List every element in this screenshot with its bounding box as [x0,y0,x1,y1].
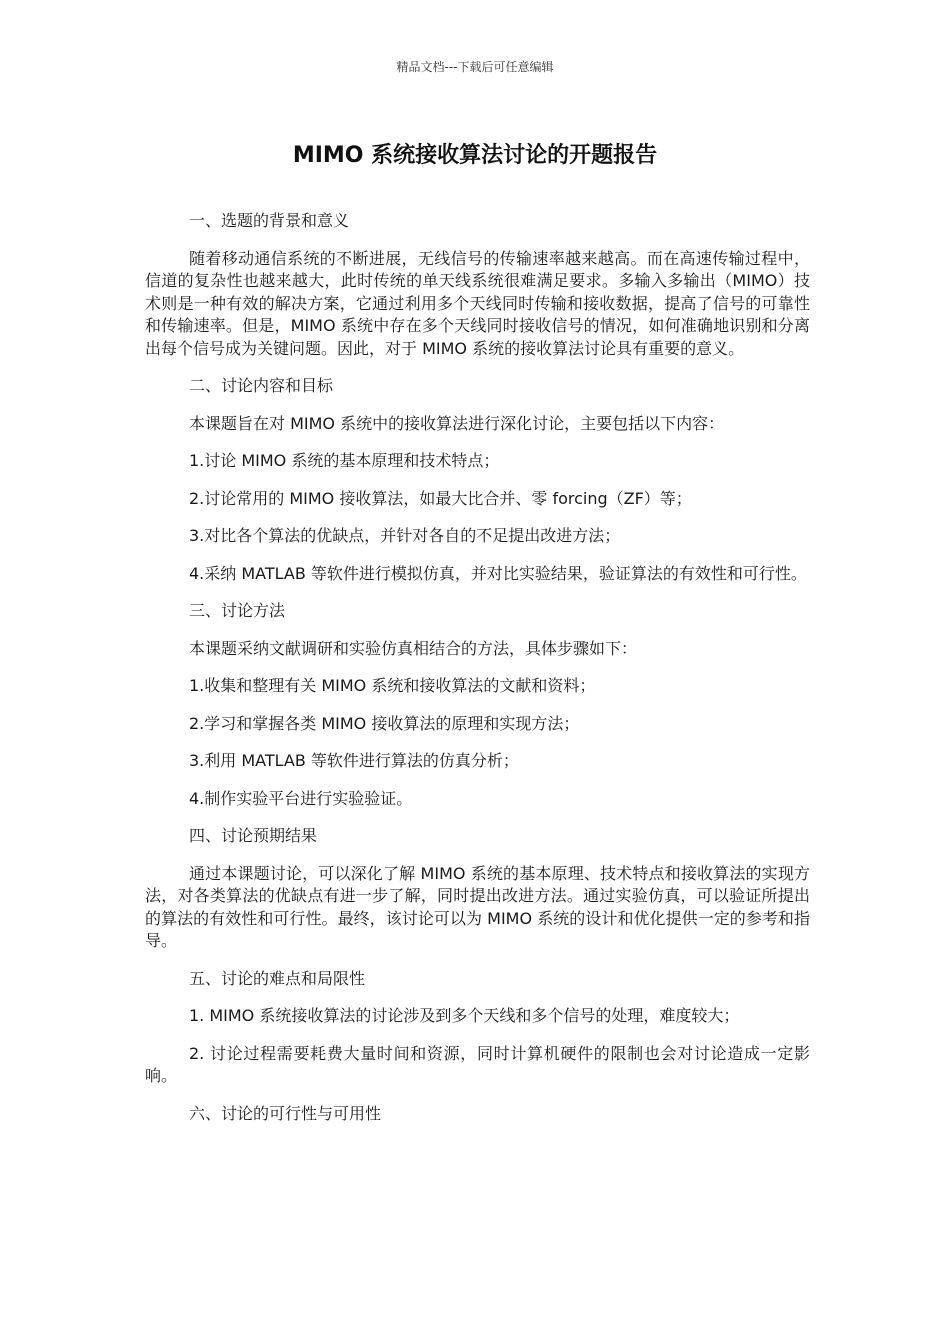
paragraph-results: 通过本课题讨论，可以深化了解 MIMO 系统的基本原理、技术特点和接收算法的实现方法，对各类算法的优缺点有进一步了解，同时提出改进方法。通过实验仿真，可以验证所提出的算法的有效性和可行性。最终，该讨论可以为 MIMO 系统的设计和优化提供一定的参考和指导。 [145,863,810,950]
list-item: 1. MIMO 系统接收算法的讨论涉及到多个天线和多个信号的处理，难度较大； [189,1006,740,1025]
list-item: 3.对比各个算法的优缺点，并针对各自的不足提出改进方法； [189,526,621,545]
document-title: MIMO 系统接收算法讨论的开题报告 [292,143,658,168]
paragraph-background: 随着移动通信系统的不断进展，无线信号的传输速率越来越高。而在高速传输过程中，信道的复杂性也越来越大，此时传统的单天线系统很难满足要求。多输入多输出（MIMO）技术则是一种有效的解决方案，它通过利用多个天线同时传输和接收数据，提高了信号的可靠性和传输速率。但是，MIMO 系统中存在多个天线同时接收信号的情况，如何准确地识别和分离出每个信号成为关键问题。因此，对于 MIMO 系统的接收算法讨论具有重要的意义。 [145,248,810,358]
paragraph-content-intro: 本课题旨在对 MIMO 系统中的接收算法进行深化讨论，主要包括以下内容： [189,413,725,433]
paragraph-method-intro: 本课题采纳文献调研和实验仿真相结合的方法，具体步骤如下： [189,638,638,658]
section-heading-difficulties: 五、讨论的难点和局限性 [189,968,366,988]
list-item: 1.收集和整理有关 MIMO 系统和接收算法的文献和资料； [189,676,596,695]
list-item: 3.利用 MATLAB 等软件进行算法的仿真分析； [189,751,519,770]
list-item: 2. 讨论过程需要耗费大量时间和资源，同时计算机硬件的限制也会对讨论造成一定影响。 [145,1043,810,1085]
list-item: 1.讨论 MIMO 系统的基本原理和技术特点； [189,451,500,470]
section-heading-method: 三、讨论方法 [189,601,286,620]
section-heading-results: 四、讨论预期结果 [189,826,318,845]
header-note: 精品文档---下载后可任意编辑 [396,60,554,74]
section-heading-background: 一、选题的背景和意义 [189,211,350,230]
section-heading-content: 二、讨论内容和目标 [189,376,334,395]
list-item: 4.制作实验平台进行实验验证。 [189,788,413,808]
list-item: 4.采纳 MATLAB 等软件进行模拟仿真，并对比实验结果，验证算法的有效性和可行性。 [189,563,807,583]
list-item: 2.学习和掌握各类 MIMO 接收算法的原理和实现方法； [189,713,580,733]
section-heading-feasibility: 六、讨论的可行性与可用性 [189,1103,382,1123]
document-body [145,210,810,1140]
list-item: 2.讨论常用的 MIMO 接收算法，如最大比合并、零 forcing（ZF）等； [189,488,692,508]
